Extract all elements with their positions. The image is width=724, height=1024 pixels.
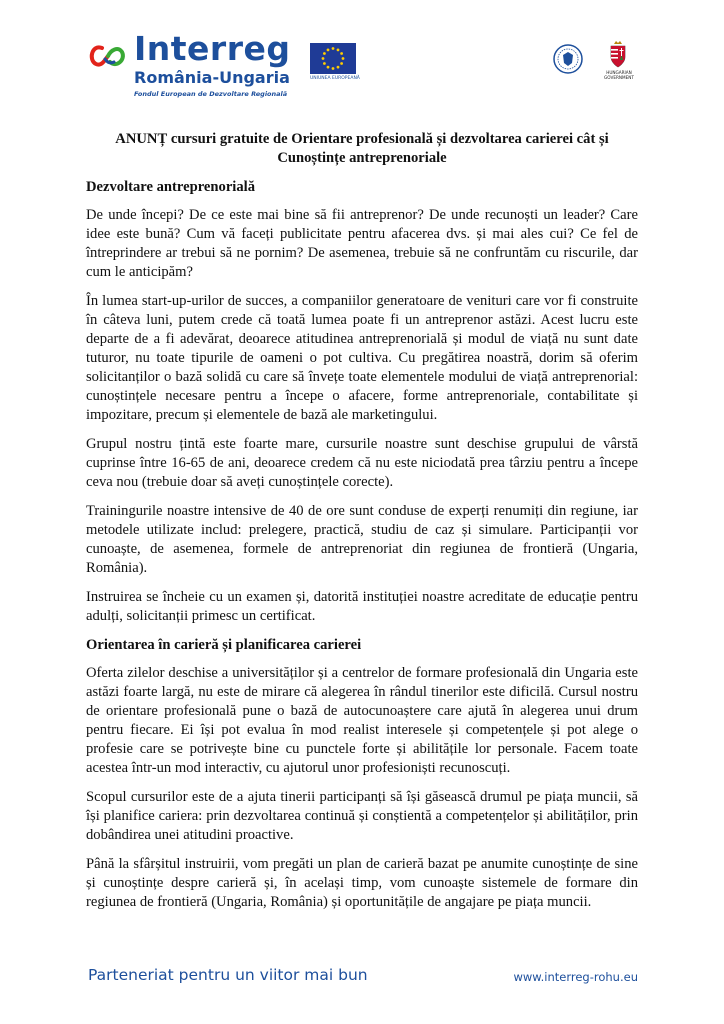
page-header: [0, 0, 724, 112]
page-footer: [0, 962, 724, 992]
hungarian-coat-of-arms-icon: [607, 40, 629, 68]
paragraph: În lumea start-up-urilor de succes, a companiilor generatoare de venituri care vor fi construite în câteva luni, putem crede că toată lumea poate fi un antreprenor astăzi. Acest lucru este departe de a fi adevărat, deoarece atitudinea antreprenorială și modul de viață nu sunt date tuturor, nu toate tipurile de oameni o pot cultiva. Cu pregătirea noastră, dorim să oferim solicitanților o bază solidă cu care să învețe toate elementele modului de viață antreprenorial: cunoștințele necesare pentru a începe o afacere, forme antreprenoriale, contabilitate și impozitare, precum și elementele de bază ale marketingului.: [86, 293, 638, 423]
footer-website-link[interactable]: www.interreg-rohu.eu: [513, 970, 638, 984]
eu-flag-icon: [310, 43, 356, 74]
hungarian-government-caption: [598, 70, 640, 80]
logo-fund-name: Fondul European de Dezvoltare Regională: [134, 90, 288, 98]
document-body: [86, 130, 638, 922]
footer-slogan: Parteneriat pentru un viitor mai bun: [88, 966, 368, 984]
paragraph: Instruirea se încheie cu un examen și, datorită instituției noastre acreditate de educație pentru adulți, solicitanții primesc un certificat.: [86, 589, 638, 624]
document-title-line-1: ANUNȚ cursuri gratuite de Orientare profesională și dezvoltarea carierei cât și: [115, 131, 609, 147]
logo-wordmark: Interreg: [134, 29, 291, 68]
paragraph: Grupul nostru țintă este foarte mare, cursurile noastre sunt deschise grupului de vârstă cuprinse între 16-65 de ani, deoarece credem că nu este niciodată prea târziu pentru a începe ceva nou (trebuie doar să aveți cunoștințele corecte).: [86, 436, 638, 490]
logo-program-name: România-Ungaria: [134, 68, 290, 87]
hu-caption-line-2: GOVERNMENT: [604, 75, 634, 81]
paragraph: Până la sfârșitul instruirii, vom pregăti un plan de carieră bazat pe anumite cunoștințe de sine și cunoștințe despre carieră și, în același timp, vom cunoaște sistemele de formare din regiunea de frontieră (Ungaria, România) și oportunitățile de angajare pe piața muncii.: [86, 856, 638, 910]
hu-caption-line-1: HUNGARIAN: [606, 70, 632, 75]
document-title-line-2: Cunoștințe antreprenoriale: [277, 150, 447, 166]
interreg-logo-icon: [88, 42, 128, 72]
section-heading-entrepreneurship: Dezvoltare antreprenorială: [86, 179, 256, 195]
paragraph: De unde începi? De ce este mai bine să fii antreprenor? De unde recunoști un leader? Care idee este bună? Cum vă faceți publicitate pentru afacerea dvs. și mai ales cui? Ce fel de întreprindere ar trebui să ne pornim? De asemenea, trebuie să ne confruntăm cu riscurile, dar cum le anticipăm?: [86, 207, 638, 280]
document-title: [86, 130, 638, 168]
eu-caption: UNIUNEA EUROPEANĂ: [310, 76, 360, 81]
paragraph: Scopul cursurilor este de a ajuta tinerii participanți să își găsească drumul pe piața muncii, să își planifice cariera: prin dezvoltarea continuă și conștientă a competențelor și abilităților, prin dobândirea unei atitudini proactive.: [86, 789, 638, 843]
paragraph: Oferta zilelor deschise a universităților și a centrelor de formare profesională din Ungaria este astăzi foarte largă, nu este de mirare că alegerea în rândul tinerilor este dificilă. Cursul nostru de orientare profesională pune o bază de autocunoaștere care ajută în alegerea unui drum pentru fiecare. Ei își pot evalua în mod realist interesele și competențele și pot alege o profesie care se potrivește bine cu punctele forte și abilitățile lor personale. Facem toate acestea într-un mod interactiv, cu ajutorul unor profesioniști recunoscuți.: [86, 665, 638, 776]
section-heading-career-guidance: Orientarea în carieră și planificarea carierei: [86, 637, 362, 653]
police-seal-icon: [553, 44, 583, 74]
paragraph: Trainingurile noastre intensive de 40 de ore sunt conduse de experți renumiți din regiune, iar metodele utilizate includ: prelegere, practică, studiu de caz și simulare. Participanții vor cunoaște, de asemenea, formele de antreprenoriat din regiunea de frontieră (Ungaria, România).: [86, 503, 638, 576]
